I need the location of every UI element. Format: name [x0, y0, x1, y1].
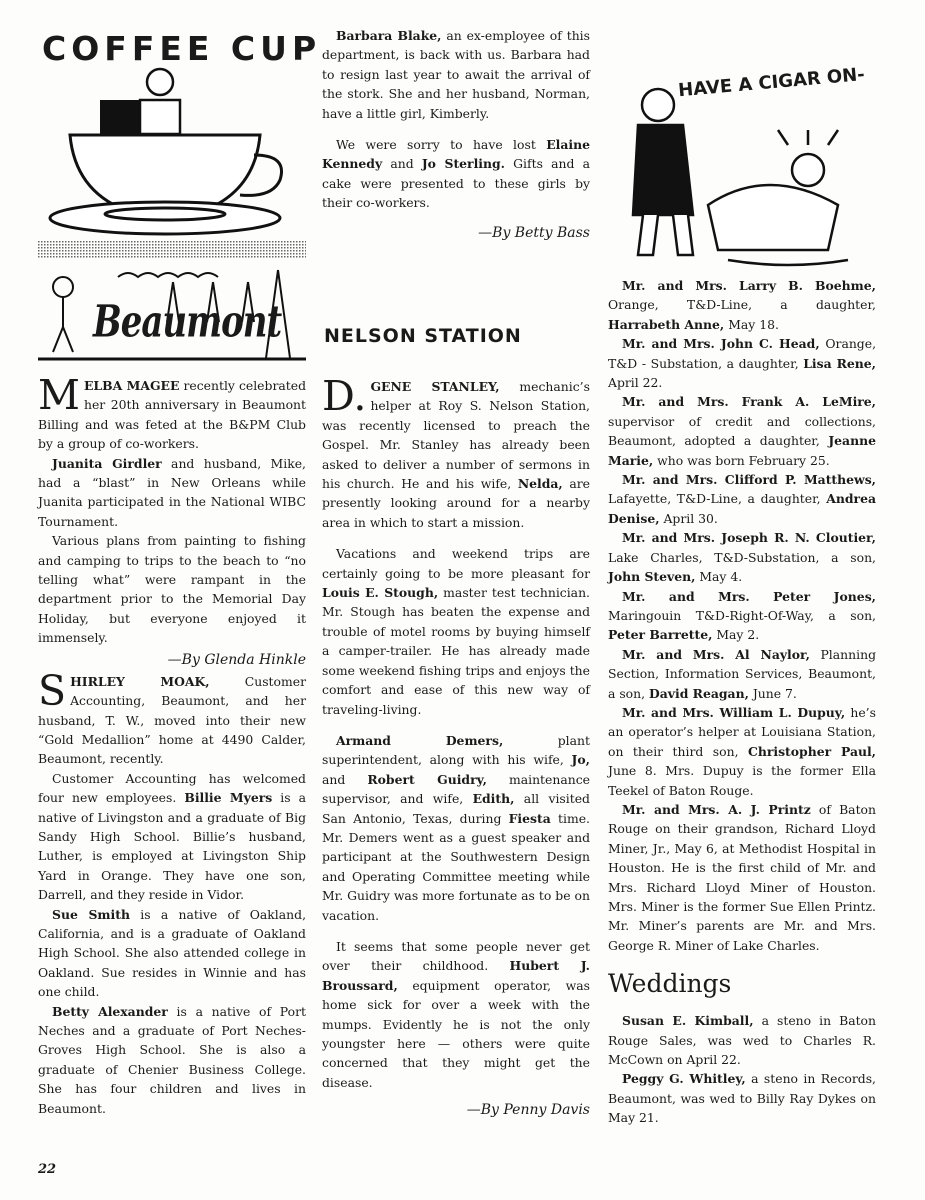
text-run: Planning Section, Information Services, Beaumont, a son, — [608, 646, 876, 701]
bold-name: Mr. and Mrs. Al Naylor, — [622, 646, 810, 662]
text-run: May 18. — [724, 316, 779, 332]
para — [38, 1002, 306, 1118]
birth-announcement — [608, 276, 876, 334]
bold-name: Jo Sterling. — [421, 156, 505, 172]
wedding-announcement — [608, 1069, 876, 1127]
text-run: April 22. — [608, 375, 663, 391]
text-run: and husband, Mike, had a “blast” in New Orleans while Juanita participated in the National WIBC Tournament. — [38, 455, 306, 529]
text-run: and — [322, 771, 368, 787]
text-run: It seems that some people never get over their childhood. — [322, 938, 590, 974]
text-run: an ex-employee of this department, is back with us. Barbara had to resign last year to await the arrival of the stork. She and her husband, Norman, have a little girl, Kimberly. — [322, 28, 590, 121]
birth-announcement — [608, 392, 876, 470]
text-run: of Baton Rouge on their grandson, Richard Lloyd Miner, Jr., May 6, at Methodist Hospital in Houston. He is the first child of Mr. and Mrs. Richard Lloyd Miner of Houston. Mrs. Miner is the former Sue Ellen Printz. Mr. Miner’s parents are Mr. and Mrs. George R. Miner of Lake Charles. — [608, 801, 876, 953]
text-run: Orange, T&D-Line, a daughter, — [608, 297, 876, 313]
text-run: Lake Charles, T&D-Substation, a son, — [608, 549, 876, 565]
drop-cap: M — [38, 371, 80, 419]
text-run: June 8. Mrs. Dupuy is the former Ella Teekel of Baton Rouge. — [608, 763, 876, 798]
text-run: and — [382, 156, 422, 172]
bold-name: Andrea Denise, — [608, 491, 876, 526]
page-number: 22 — [38, 1162, 57, 1177]
bold-name: Barbara Blake, — [336, 28, 442, 43]
text-run: plant superintendent, along with his wife, — [322, 732, 590, 768]
bold-name: Billie Myers — [184, 790, 273, 806]
text-run: is a native of Oakland, California, and is a graduate of Oakland High School. She also attended college in Oakland. Sue resides in Winnie and has one child. — [38, 906, 307, 1000]
bold-name: Louis E. Stough, — [322, 585, 439, 601]
text-run: We were sorry to have lost — [336, 137, 547, 153]
bold-name: Peggy G. Whitley, — [622, 1071, 746, 1087]
beaumont-banner — [38, 262, 306, 362]
bold-name: Hubert J. Broussard, — [322, 958, 590, 993]
bold-name: HIRLEY MOAK, — [70, 673, 210, 689]
beaumont-column — [38, 371, 307, 1118]
bold-name: Mr. and Mrs. Larry B. Boehme, — [622, 278, 876, 293]
text-run: recently celebrated her 20th anniversary in Beaumont Billing and was feted at the B&PM Club by a group of co-workers. — [38, 378, 306, 452]
byline: —By Betty Bass — [478, 224, 590, 241]
bold-name: Sue Smith — [52, 906, 130, 922]
text-run: is a native of Livingston and a graduate of Big Sandy High School. Billie’s husband, Luther, is employed at Livingston Ship Yard in Orange. They have one son, Darrell, and they reside in Vidor. — [38, 790, 306, 903]
text-run: May 2. — [712, 627, 760, 643]
bold-name: Lisa Rene, — [803, 355, 876, 371]
text-run: mechanic’s helper at Roy S. Nelson Station, was recently licensed to preach the Gospel. Mr. Stanley has already been asked to deliver a number of sermons in his church. He and his wife, — [322, 379, 590, 492]
beaumont-label: Beaumont — [93, 296, 282, 348]
bold-name: John Steven, — [608, 569, 696, 585]
text-run: April 30. — [659, 510, 718, 526]
bold-name: Susan E. Kimball, — [622, 1013, 754, 1029]
birth-announcement — [608, 645, 876, 703]
dotted-divider — [38, 241, 306, 258]
para — [38, 769, 306, 905]
bold-name: GENE STANLEY, — [370, 379, 500, 394]
bold-name: Juanita Girdler — [52, 455, 162, 471]
para — [322, 544, 590, 719]
text-run: Various plans from painting to fishing and camping to trips to the beach to “no telling what” were rampant in the department prior to the Memorial Day Holiday, but everyone enjoyed it immensely. — [38, 533, 306, 646]
bold-name: Mr. and Mrs. John C. Head, — [622, 336, 820, 352]
cigar-cartoon — [608, 55, 878, 270]
column-2-top — [322, 26, 590, 245]
bold-name: Elaine Kennedy — [322, 137, 590, 172]
bold-name: Mr. and Mrs. A. J. Printz — [622, 801, 811, 817]
text-run: Vacations and weekend trips are certainly going to be more pleasant for — [322, 546, 590, 581]
para — [38, 905, 306, 1002]
drop-cap: D. — [322, 372, 367, 420]
text-run: are presently looking around for a nearby area in which to start a mission. — [322, 476, 591, 530]
bold-name: Mr. and Mrs. William L. Dupuy, — [622, 704, 846, 720]
bold-name: Mr. and Mrs. Peter Jones, — [622, 588, 876, 604]
bold-name: Nelda, — [517, 476, 563, 492]
text-run: May 4. — [695, 569, 743, 585]
text-run: Orange, T&D - Substation, a daughter, — [608, 336, 877, 371]
bold-name: Jo, — [571, 752, 590, 768]
text-run: Customer Accounting, Beaumont, and her husband, T. W., moved into their new “Gold Medallion” home at 4490 Calder, Beaumont, recently. — [38, 673, 306, 767]
birth-announcement — [608, 587, 876, 645]
para — [322, 372, 591, 532]
bold-name: Robert Guidry, — [367, 771, 487, 787]
text-run: supervisor of credit and collections, Beaumont, adopted a daughter, — [608, 413, 876, 449]
text-run: he’s an operator’s helper at Louisiana Station, on their third son, — [608, 704, 876, 759]
bold-name: Armand Demers, — [336, 732, 504, 748]
byline: —By Penny Davis — [466, 1102, 590, 1119]
bold-name: Mr. and Mrs. Clifford P. Matthews, — [622, 472, 876, 488]
bold-name: Jeanne Marie, — [608, 433, 876, 468]
nelson-station-column — [322, 372, 591, 1122]
bold-name: Mr. and Mrs. Joseph R. N. Cloutier, — [622, 530, 876, 546]
text-run: master test technician. Mr. Stough has beaten the expense and trouble of motel rooms by buying himself a camper-trailer. He has already made some weekend fishing trips and enjoys the comfort and ease of this new way of traveling-living. — [322, 585, 590, 717]
para — [322, 26, 590, 123]
bold-name: Fiesta — [508, 810, 551, 826]
para — [38, 454, 306, 532]
text-run: Gifts and a cake were presented to these girls by their co-workers. — [322, 156, 590, 211]
weddings-heading: Weddings — [608, 969, 732, 999]
para — [38, 531, 306, 647]
bold-name: ELBA MAGEE — [83, 378, 180, 393]
text-run: all visited San Antonio, Texas, during — [322, 791, 590, 826]
text-run: Maringouin T&D-Right-Of-Way, a son, — [608, 607, 876, 623]
bold-name: Edith, — [472, 791, 515, 807]
drop-cap: S — [38, 666, 67, 715]
text-run: equipment operator, was home sick for over a week with the mumps. Evidently he is not the only youngster here — others were quite concerned that they might get the disease. — [322, 977, 590, 1090]
text-run: June 7. — [748, 685, 797, 701]
para — [38, 371, 306, 454]
para — [322, 135, 590, 213]
column-title: COFFEE CUP — [42, 29, 322, 68]
bold-name: Peter Barrette, — [608, 627, 713, 643]
text-run: is a native of Port Neches and a graduate of Port Neches-Groves High School. She is also a graduate of Chenier Business College. She has four children and lives in Beaumont. — [38, 1003, 306, 1116]
bold-name: Betty Alexander — [52, 1003, 168, 1019]
birth-announcement — [608, 528, 876, 586]
cartoon-caption: HAVE A CIGAR ON- — [677, 64, 866, 102]
para — [322, 731, 590, 925]
birth-announcement — [608, 470, 876, 528]
proud-father-illustration — [608, 55, 878, 270]
bold-name: David Reagan, — [649, 685, 749, 701]
text-run: Customer Accounting has welcomed four new employees. — [38, 770, 306, 806]
byline: —By Glenda Hinkle — [167, 651, 306, 668]
coffee-cup-illustration — [40, 60, 310, 240]
birth-announcement — [608, 334, 876, 392]
text-run: who was born February 25. — [653, 452, 830, 468]
text-run: a steno in Records, Beaumont, was wed to Billy Ray Dykes on May 21. — [608, 1071, 876, 1126]
para — [322, 937, 590, 1092]
bold-name: Christopher Paul, — [747, 743, 876, 759]
text-run: maintenance supervisor, and wife, — [322, 771, 590, 807]
bold-name: Harrabeth Anne, — [608, 316, 725, 332]
birth-announcement — [608, 703, 876, 800]
bold-name: Mr. and Mrs. Frank A. LeMire, — [622, 394, 876, 410]
wedding-announcement — [608, 1011, 876, 1069]
section-heading: NELSON STATION — [324, 325, 522, 347]
text-run: a steno in Baton Rouge Sales, was wed to Charles R. McCown on April 22. — [608, 1013, 876, 1068]
para — [38, 666, 306, 769]
birth-announcement — [608, 800, 876, 955]
text-run: time. Mr. Demers went as a guest speaker and participant at the Southwestern Design and Operating Committee meeting while Mr. Guidry was more fortunate as to be on vacation. — [322, 810, 590, 923]
text-run: Lafayette, T&D-Line, a daughter, — [608, 491, 827, 507]
births-column — [608, 276, 876, 1128]
